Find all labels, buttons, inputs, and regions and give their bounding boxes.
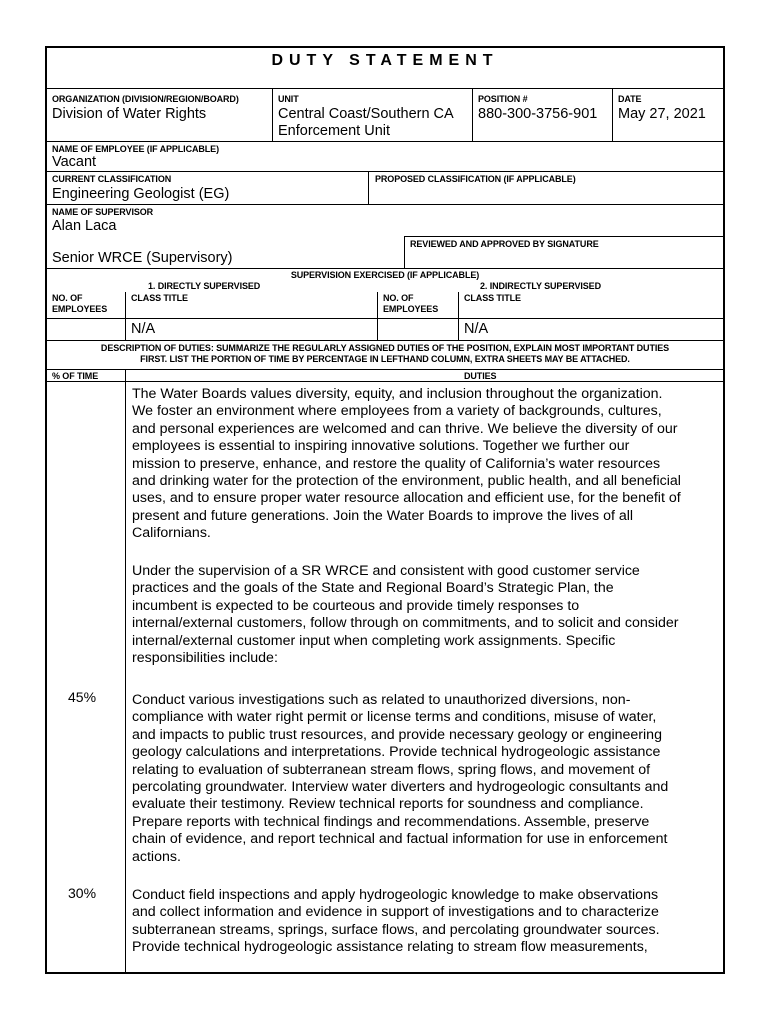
- duty-percentage: 45%: [68, 689, 97, 705]
- text-line: subterranean streams, springs, surface flows, and percolating groundwater sources.: [132, 921, 660, 938]
- supervision-label: SUPERVISION EXERCISED (IF APPLICABLE): [290, 270, 480, 280]
- text-line: and collect information and evidence in support of investigations and to characterize: [132, 904, 659, 921]
- supervisor-title: Senior WRCE (Supervisory): [52, 250, 233, 266]
- indirectly-supervised-label: 2. INDIRECTLY SUPERVISED: [480, 281, 601, 291]
- supervisor-name: Alan Laca: [52, 218, 117, 234]
- no-employees-label: NO. OF: [383, 293, 414, 303]
- text-line: and drinking water for the protection of the environment, public health, and all beneficial: [132, 473, 681, 490]
- row-divider: [47, 171, 723, 172]
- text-line: Conduct various investigations such as related to unauthorized diversions, non-: [132, 692, 631, 708]
- class-title-label: CLASS TITLE: [464, 293, 521, 303]
- text-line: and impacts to public trust resources, and provide necessary geology or engineering: [132, 726, 662, 743]
- text-line: present and future generations. Join the Water Boards to improve the lives of all: [132, 507, 634, 524]
- description-line1: DESCRIPTION OF DUTIES: SUMMARIZE THE REGULARLY ASSIGNED DUTIES OF THE POSITION, EXPLAIN MOST IMPORTANT DUTIES: [100, 343, 670, 353]
- position-value: 880-300-3756-901: [478, 106, 598, 122]
- text-line: actions.: [132, 848, 181, 865]
- text-line: employees is essential to inspiring innovative solutions. Together we further our: [132, 438, 630, 455]
- pct-time-header: % OF TIME: [52, 371, 99, 381]
- duty-paragraph: [132, 692, 722, 866]
- text-line: Prepare reports with technical findings and recommendations. Assemble, preserve: [132, 813, 650, 830]
- duty-percentage: 30%: [68, 885, 97, 901]
- col-divider: [458, 292, 459, 340]
- supervision-paragraph: [132, 563, 722, 667]
- date-label: DATE: [618, 94, 642, 104]
- no-employees-label: NO. OF: [52, 293, 83, 303]
- row-divider: [47, 381, 723, 382]
- text-line: The Water Boards values diversity, equity, and inclusion throughout the organization.: [132, 386, 663, 402]
- organization-value: Division of Water Rights: [52, 106, 207, 122]
- col-divider: [368, 171, 369, 204]
- duty-paragraph: [132, 887, 722, 957]
- col-divider: [612, 88, 613, 141]
- directly-supervised-label: 1. DIRECTLY SUPERVISED: [148, 281, 261, 291]
- proposed-class-label: PROPOSED CLASSIFICATION (IF APPLICABLE): [375, 174, 576, 184]
- col-divider: [404, 236, 405, 268]
- text-line: chain of evidence, and report technical and factual information for use in enforcement: [132, 831, 668, 848]
- employee-label: NAME OF EMPLOYEE (IF APPLICABLE): [52, 144, 219, 154]
- date-value: May 27, 2021: [618, 106, 706, 122]
- text-line: evaluate their testimony. Review technical reports for soundness and compliance.: [132, 796, 644, 813]
- row-divider: [47, 88, 723, 89]
- text-line: Conduct field inspections and apply hydrogeologic knowledge to make observations: [132, 887, 659, 903]
- col-divider: [272, 88, 273, 141]
- intro-paragraph: [132, 386, 722, 543]
- text-line: internal/external customers, follow through on commitments, and to solicit and consider: [132, 615, 679, 632]
- no-employees-label: EMPLOYEES: [52, 304, 108, 314]
- text-line: geology calculations and interpretations. Provide technical hydrogeologic assistance: [132, 744, 661, 761]
- text-line: incumbent is expected to be courteous and provide timely responses to: [132, 597, 580, 614]
- text-line: relating to evaluation of subterranean stream flows, spring flows, and movement of: [132, 761, 651, 778]
- text-line: percolating groundwater. Interview water diverters and hydrogeologic consultants and: [132, 779, 669, 796]
- duties-header: DUTIES: [464, 371, 497, 381]
- no-employees-label: EMPLOYEES: [383, 304, 439, 314]
- unit-value-line1: Central Coast/Southern CA: [278, 106, 454, 122]
- col-divider: [125, 292, 126, 340]
- text-line: uses, and to ensure proper water resource allocation and efficient use, for the benefit of: [132, 490, 681, 507]
- text-line: internal/external customer input when completing work assignments. Specific: [132, 632, 616, 649]
- employee-value: Vacant: [52, 154, 97, 170]
- text-line: responsibilities include:: [132, 650, 278, 667]
- class-title-label: CLASS TITLE: [131, 293, 188, 303]
- col-divider: [472, 88, 473, 141]
- text-line: and personal experiences are welcomed and can thrive. We believe the diversity of our: [132, 420, 678, 437]
- unit-label: UNIT: [278, 94, 299, 104]
- text-line: Under the supervision of a SR WRCE and consistent with good customer service: [132, 563, 640, 579]
- row-divider: [47, 204, 723, 205]
- current-class-value: Engineering Geologist (EG): [52, 186, 230, 202]
- position-label: POSITION #: [478, 94, 528, 104]
- text-line: Californians.: [132, 525, 211, 542]
- row-divider: [47, 141, 723, 142]
- direct-class-value: N/A: [131, 321, 156, 337]
- row-divider: [47, 268, 723, 269]
- row-divider: [47, 369, 723, 370]
- supervisor-label: NAME OF SUPERVISOR: [52, 207, 154, 217]
- indirect-class-value: N/A: [464, 321, 489, 337]
- col-divider: [125, 369, 126, 973]
- text-line: mission to preserve, enhance, and restore the quality of California’s water resources: [132, 455, 661, 472]
- row-divider: [404, 236, 723, 237]
- text-line: practices and the goals of the State and Regional Board’s Strategic Plan, the: [132, 580, 614, 597]
- row-divider: [47, 318, 723, 319]
- unit-value-line2: Enforcement Unit: [278, 123, 391, 139]
- description-line2: FIRST. LIST THE PORTION OF TIME BY PERCENTAGE IN LEFTHAND COLUMN, EXTRA SHEETS MAY BE ATTACHED.: [140, 354, 630, 364]
- text-line: Provide technical hydrogeologic assistance relating to stream flow measurements,: [132, 939, 648, 956]
- current-class-label: CURRENT CLASSIFICATION: [52, 174, 172, 184]
- organization-label: ORGANIZATION (DIVISION/REGION/BOARD): [52, 94, 239, 104]
- text-line: We foster an environment where employees from a variety of backgrounds, cultures,: [132, 403, 662, 420]
- text-line: compliance with water right permit or license terms and conditions, misuse of water,: [132, 709, 657, 726]
- row-divider: [47, 340, 723, 341]
- form-title: DUTY STATEMENT: [271, 52, 499, 69]
- reviewed-label: REVIEWED AND APPROVED BY SIGNATURE: [410, 239, 599, 249]
- col-divider: [377, 292, 378, 340]
